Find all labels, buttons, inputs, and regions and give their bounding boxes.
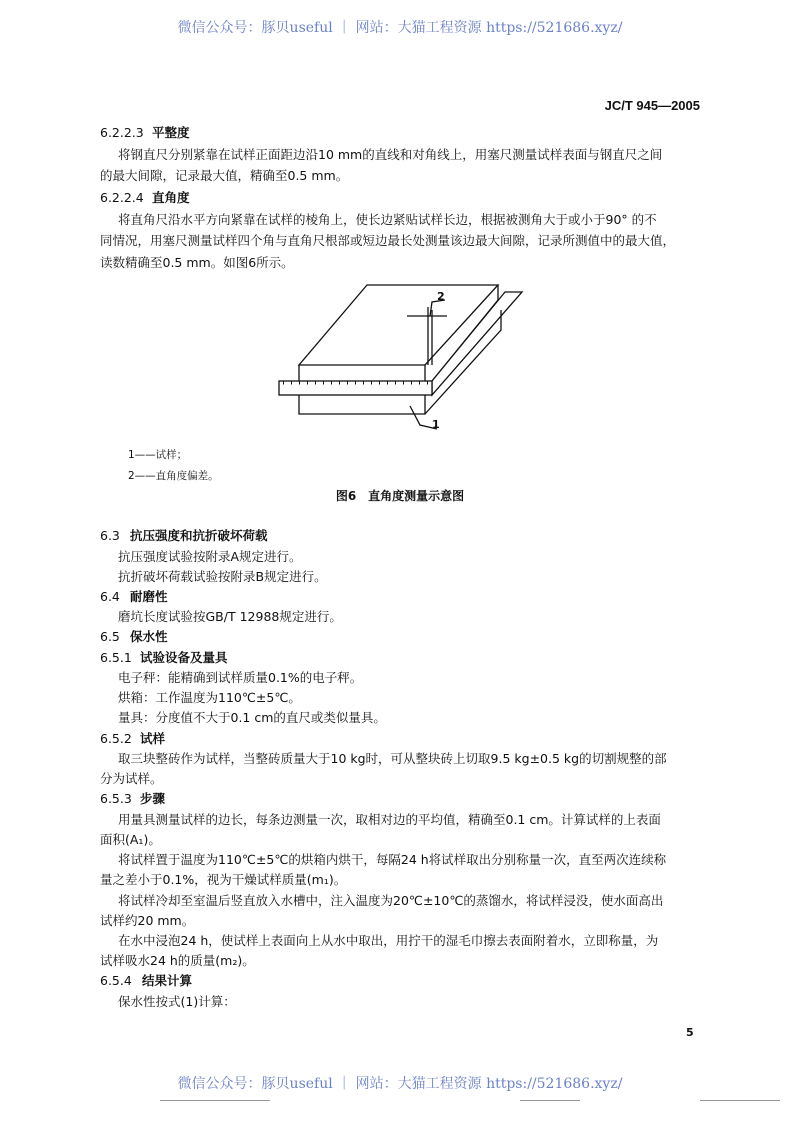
paragraph-line: 将试样置于温度为110℃±5℃的烘箱内烘干，每隔24 h将试样取出分别称量一次，直至两次连续称 [118, 852, 667, 867]
section-number: 6.3 [100, 528, 120, 543]
paragraph-line: 将钢直尺分别紧靠在试样正面距边沿10 mm的直线和对角线上，用塞尺测量试样表面与钢直尺之间 [118, 147, 663, 162]
section-number: 6.5 [100, 629, 120, 644]
squareness-diagram [0, 0, 800, 440]
figure-label-2: 2 [437, 290, 445, 303]
section-title: 直角度 [152, 190, 190, 205]
divider [160, 1100, 270, 1101]
section-title: 耐磨性 [130, 589, 168, 604]
paragraph-line: 分为试样。 [100, 771, 163, 786]
figure-caption: 图6 直角度测量示意图 [335, 489, 465, 503]
paragraph-line: 保水性按式(1)计算： [118, 994, 236, 1009]
section-number: 6.4 [100, 589, 120, 604]
paragraph-line: 用量具测量试样的边长，每条边测量一次，取相对边的平均值，精确至0.1 cm。计算试样的上表面 [118, 812, 661, 827]
paragraph-line: 抗压强度试验按附录A规定进行。 [118, 549, 302, 564]
section-title: 结果计算 [142, 973, 193, 988]
paragraph-line: 读数精确至0.5 mm。如图6所示。 [100, 255, 294, 270]
section-number: 6.5.2 [100, 731, 132, 746]
paragraph-line: 磨坑长度试验按GB/T 12988规定进行。 [118, 609, 342, 624]
paragraph-line: 同情况，用塞尺测量试样四个角与直角尺根部或短边最长处测量该边最大间隙，记录所测值中的最大值， [100, 233, 676, 248]
section-number: 6.5.1 [100, 650, 132, 665]
section-title: 平整度 [152, 125, 190, 140]
divider [520, 1100, 580, 1101]
section-heading [100, 629, 168, 645]
divider [700, 1100, 780, 1101]
section-heading [100, 973, 192, 989]
section-number: 6.2.2.4 [100, 190, 144, 205]
paragraph-line: 量之差小于0.1%，视为干燥试样质量(m₁)。 [100, 872, 347, 887]
watermark-bottom: 微信公众号：豚贝useful ｜ 网站：大猫工程资源 https://521686.xyz/ [177, 1076, 623, 1092]
section-number: 6.5.3 [100, 791, 132, 806]
paragraph-line: 抗折破坏荷载试验按附录B规定进行。 [118, 569, 327, 584]
section-title: 试样 [140, 731, 166, 746]
paragraph-line: 在水中浸泡24 h，使试样上表面向上从水中取出，用拧干的湿毛巾擦去表面附着水，立即称量，为 [118, 933, 659, 948]
section-number: 6.5.4 [100, 973, 132, 988]
paragraph-line: 试样吸水24 h的质量(m₂)。 [100, 953, 255, 968]
section-title: 抗压强度和抗折破坏荷载 [130, 528, 268, 543]
standard-code: JC/T 945—2005 [604, 98, 700, 113]
section-heading [100, 589, 168, 605]
section-heading [100, 528, 268, 544]
paragraph-line: 将试样冷却至室温后竖直放入水槽中，注入温度为20℃±10℃的蒸馏水，将试样浸没，使水面高出 [118, 893, 664, 908]
section-number: 6.2.2.3 [100, 125, 144, 140]
paragraph-line: 将直角尺沿水平方向紧靠在试样的棱角上，使长边紧贴试样长边，根据被测角大于或小于90° 的不 [118, 212, 657, 227]
figure-legend-item: 2——直角度偏差。 [128, 470, 219, 482]
paragraph-line: 量具：分度值不大于0.1 cm的直尺或类似量具。 [118, 710, 386, 725]
section-title: 保水性 [130, 629, 168, 644]
paragraph-line: 试样约20 mm。 [100, 913, 195, 928]
paragraph-line: 的最大间隙，记录最大值，精确至0.5 mm。 [100, 168, 349, 183]
section-title: 步骤 [140, 791, 166, 806]
section-title: 试验设备及量具 [140, 650, 228, 665]
paragraph-line: 面积(A₁)。 [100, 832, 161, 847]
watermark-top: 微信公众号：豚贝useful ｜ 网站：大猫工程资源 https://521686.xyz/ [177, 20, 623, 36]
paragraph-line: 电子秤：能精确到试样质量0.1%的电子秤。 [118, 670, 363, 685]
paragraph-line: 烘箱：工作温度为110℃±5℃。 [118, 690, 301, 705]
page-number: 5 [686, 1026, 694, 1039]
section-heading [100, 650, 228, 666]
section-heading [100, 791, 165, 807]
paragraph-line: 取三块整砖作为试样，当整砖质量大于10 kg时，可从整块砖上切取9.5 kg±0.5 kg的切割规整的部 [118, 751, 667, 766]
figure-legend-item: 1——试样； [128, 449, 188, 461]
figure-label-1: 1 [432, 418, 440, 431]
section-heading [100, 731, 165, 747]
